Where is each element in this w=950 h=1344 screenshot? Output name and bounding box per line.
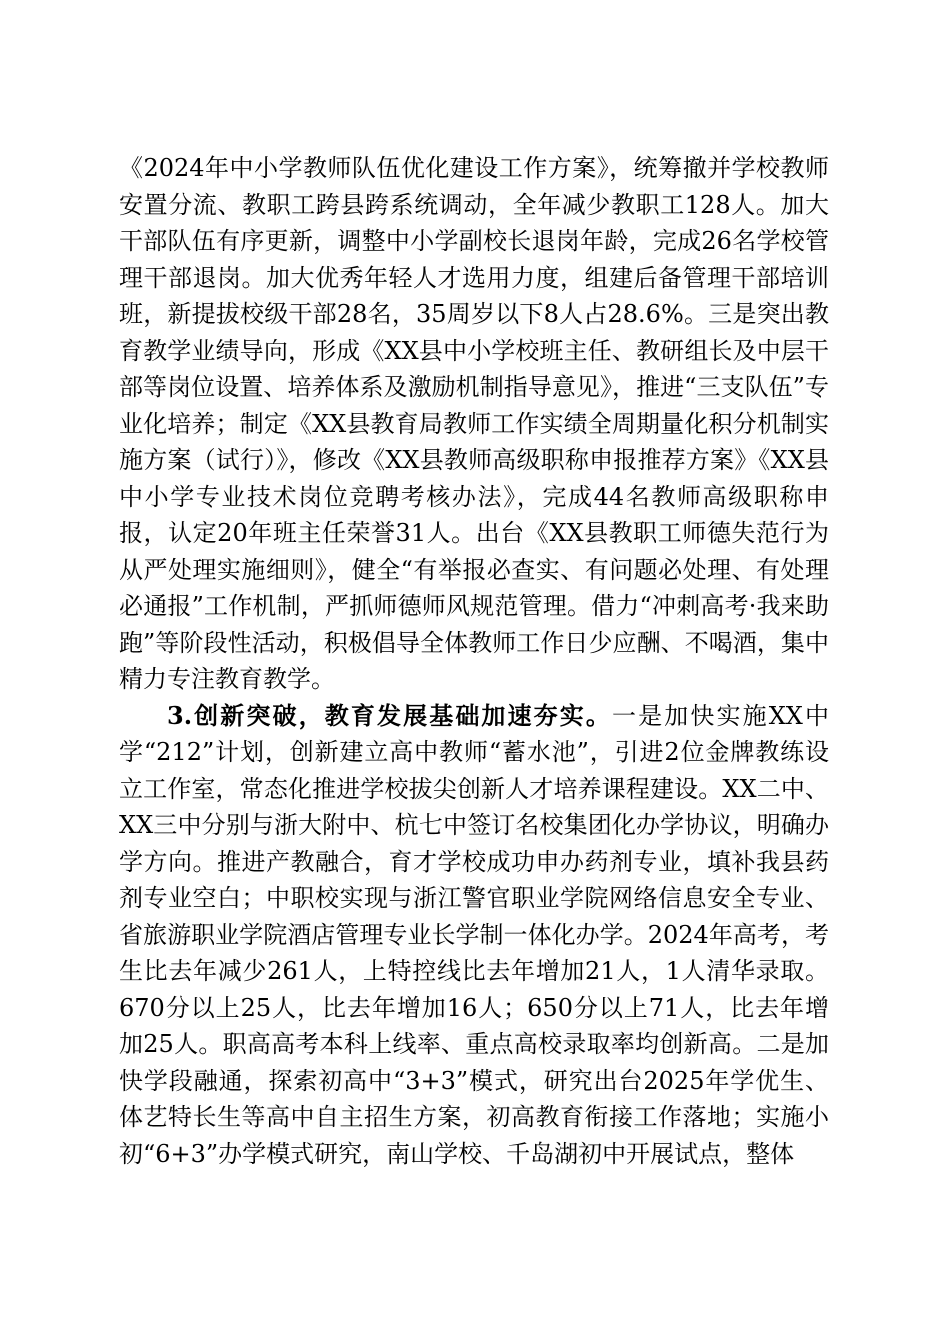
paragraph-2-heading: 3.创新突破，教育发展基础加速夯实。: [167, 700, 613, 730]
paragraph-1: [119, 150, 829, 698]
document-body: [119, 150, 829, 1172]
paragraph-2: [119, 698, 829, 1173]
paragraph-1-text: 《2024年中小学教师队伍优化建设工作方案》，统筹撤并学校教师安置分流、教职工跨县跨系统调动，全年减少教职工128人。加大干部队伍有序更新，调整中小学副校长退岗年龄，完成26名学校管理干部退岗。加大优秀年轻人才选用力度，组建后备管理干部培训班，新提拔校级干部28名，35周岁以下8人占28.6%。三是突出教育教学业绩导向，形成《XX县中小学校班主任、教研组长及中层干部等岗位设置、培养体系及激励机制指导意见》，推进“三支队伍”专业化培养；制定《XX县教育局教师工作实绩全周期量化积分机制实施方案（试行）》，修改《XX县教师高级职称申报推荐方案》《XX县中小学专业技术岗位竞聘考核办法》，完成44名教师高级职称申报，认定20年班主任荣誉31人。出台《XX县教职工师德失范行为从严处理实施细则》，健全“有举报必查实、有问题必处理、有处理必通报”工作机制，严抓师德师风规范管理。借力“冲刺高考·我来助跑”等阶段性活动，积极倡导全体教师工作日少应酬、不喝酒，集中精力专注教育教学。: [119, 154, 829, 693]
paragraph-2-text: 一是加快实施XX中学“212”计划，创新建立高中教师“蓄水池”，引进2位金牌教练设立工作室，常态化推进学校拔尖创新人才培养课程建设。XX二中、XX三中分别与浙大附中、杭七中签订名校集团化办学协议，明确办学方向。推进产教融合，育才学校成功申办药剂专业，填补我县药剂专业空白；中职校实现与浙江警官职业学院网络信息安全专业、省旅游职业学院酒店管理专业长学制一体化办学。2024年高考，考生比去年减少261人，上特控线比去年增加21人，1人清华录取。670分以上25人，比去年增加16人；650分以上71人，比去年增加25人。职高高考本科上线率、重点高校录取率均创新高。二是加快学段融通，探索初高中“3+3”模式，研究出台2025年学优生、体艺特长生等高中自主招生方案，初高教育衔接工作落地；实施小初“6+3”办学模式研究，南山学校、千岛湖初中开展试点，整体: [119, 701, 829, 1168]
